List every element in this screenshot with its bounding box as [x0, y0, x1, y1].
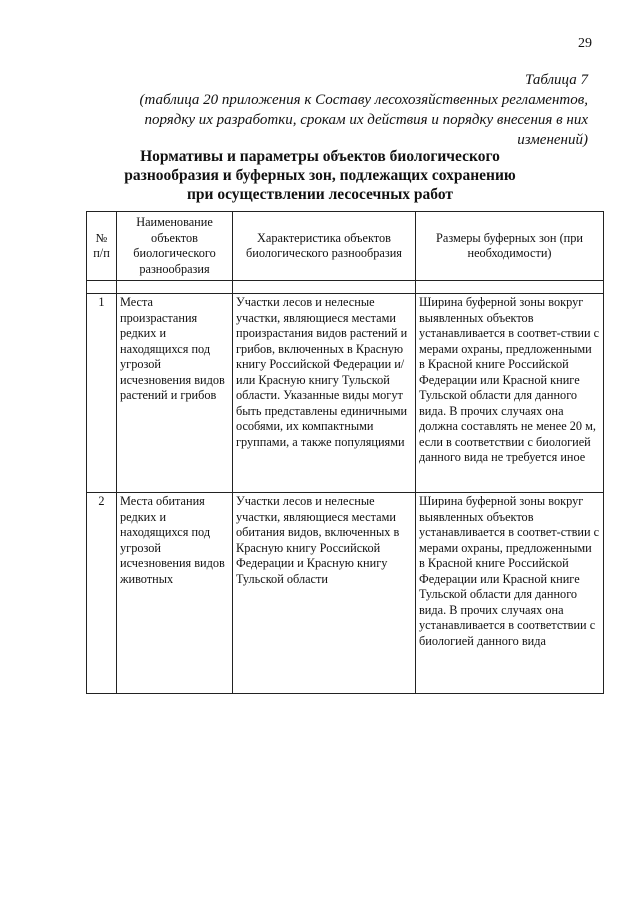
- caption-source-line: порядку их разработки, срокам их действия и порядку внесения в них: [144, 112, 588, 128]
- spacer-cell: [117, 281, 233, 294]
- row-characteristic: Участки лесов и нелесные участки, являющиеся местами обитания видов, включенных в Красную книгу Российской Федерации и Красную книгу Тульской области: [233, 493, 416, 694]
- spacer-cell: [87, 281, 117, 294]
- row-characteristic: Участки лесов и нелесные участки, являющиеся местами произрастания видов растений и грибов, включенных в Красную книгу Российской Федерации и/или Красную книгу Тульской области. Указанные виды могут быть представлены единичными особями, их компактными группами, а также популяциями: [233, 294, 416, 493]
- title-line: Нормативы и параметры объектов биологического: [140, 148, 500, 165]
- title-line: разнообразия и буферных зон, подлежащих сохранению: [124, 167, 516, 184]
- page-number: 29: [578, 36, 592, 51]
- caption-source-line: изменений): [517, 132, 588, 148]
- table-title: [0, 147, 640, 204]
- table-caption: [80, 70, 588, 150]
- caption-source-line: (таблица 20 приложения к Составу лесохозяйственных регламентов,: [139, 92, 588, 108]
- table-row: [87, 493, 604, 694]
- table-label: Таблица 7: [525, 72, 588, 88]
- spacer-cell: [416, 281, 604, 294]
- table-row: [87, 294, 604, 493]
- header-buffer: Размеры буферных зон (при необходимости): [416, 212, 604, 281]
- row-num: 1: [87, 294, 117, 493]
- row-name: Места обитания редких и находящихся под угрозой исчезновения видов животных: [117, 493, 233, 694]
- table-header-row: [87, 212, 604, 281]
- row-buffer: Ширина буферной зоны вокруг выявленных объектов устанавливается в соответ-ствии с мерами охраны, предложенными в Красной книге Российской Федерации или Красной книге Тульской области для данного вида. В прочих случаях она устанавливается в соответствии с биологией данного вида: [416, 493, 604, 694]
- title-line: при осуществлении лесосечных работ: [186, 186, 454, 203]
- row-num: 2: [87, 493, 117, 694]
- header-num: № п/п: [87, 212, 117, 281]
- row-buffer: Ширина буферной зоны вокруг выявленных объектов устанавливается в соответ-ствии с мерами охраны, предложенными в Красной книге Российской Федерации или Красной книге Тульской области для данного вида. В прочих случаях она должна составлять не менее 20 м, если в соответствии с биологией данного вида не требуется иное: [416, 294, 604, 493]
- header-name: Наименование объектов биологического разнообразия: [117, 212, 233, 281]
- spacer-cell: [233, 281, 416, 294]
- row-name: Места произрастания редких и находящихся под угрозой исчезновения видов растений и грибов: [117, 294, 233, 493]
- header-characteristic: Характеристика объектов биологического разнообразия: [233, 212, 416, 281]
- norms-table: [86, 211, 604, 694]
- table-spacer-row: [87, 281, 604, 294]
